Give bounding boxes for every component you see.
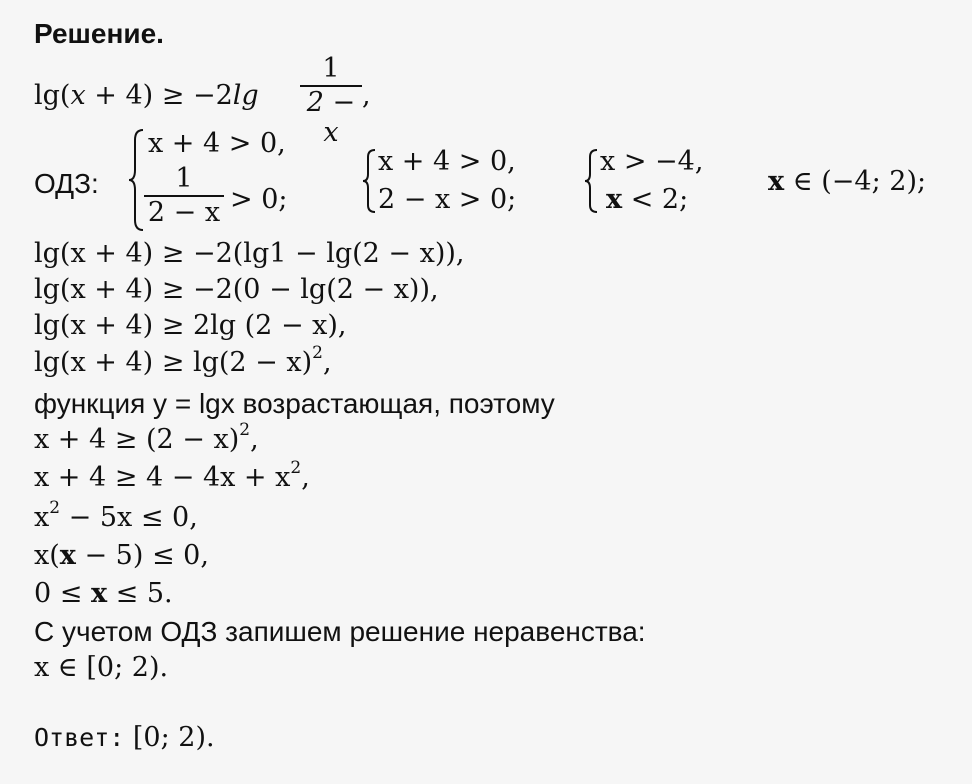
system1-line2-tail: > 0;: [230, 184, 288, 215]
fraction-one-over-2-minus-x: [300, 54, 362, 148]
line-original-inequality: [34, 80, 259, 112]
fraction-denominator: 2 − x: [306, 87, 356, 148]
fraction-numerator: 1: [322, 53, 340, 84]
system1-denominator: 2 − x: [147, 197, 221, 228]
text: 0 ≤: [34, 578, 91, 609]
var-x-bold: x: [59, 540, 76, 571]
line1-comma: ,: [362, 80, 371, 111]
line-step-4: [34, 343, 332, 379]
text: ,: [301, 462, 310, 493]
text: lg(x + 4) ≥ lg(2 − x): [34, 347, 313, 378]
text: x + 4 ≥ (2 − x): [34, 424, 240, 455]
line-conclusion-note: С учетом ОДЗ запишем решение неравенства:: [34, 616, 646, 647]
var-x: x: [600, 146, 616, 177]
line-step-8: [34, 540, 209, 572]
text: ≤ 5.: [107, 578, 173, 609]
text: x(: [34, 540, 60, 571]
answer-line: [34, 722, 215, 754]
system2-line2: 2 − x > 0;: [378, 184, 517, 215]
system2-line1: x + 4 > 0,: [378, 146, 516, 177]
text-mid: + 4) ≥ −2: [85, 80, 233, 111]
odz-label: ОДЗ:: [34, 168, 99, 199]
text: − 5x ≤ 0,: [60, 502, 198, 533]
text: ∈ (−4; 2);: [784, 166, 927, 197]
text: − 5) ≤ 0,: [75, 540, 209, 571]
line-solution: x ∈ [0; 2).: [34, 652, 169, 683]
solution-title: Решение.: [34, 18, 164, 49]
line-function-note: функция y = lgx возрастающая, поэтому: [34, 388, 555, 419]
line-step-9: [34, 578, 173, 610]
text: ,: [322, 347, 332, 378]
line-step-6: [34, 458, 310, 494]
var-x-bold: x: [606, 184, 623, 215]
var-x: x: [70, 80, 86, 111]
line-step-7: [34, 498, 198, 534]
line-step-3: lg(x + 4) ≥ 2lg (2 − x),: [34, 310, 347, 341]
system3-line1: [600, 146, 703, 178]
var-x-bold: x: [90, 578, 108, 609]
superscript: 2: [312, 343, 323, 363]
line-step-2: lg(x + 4) ≥ −2(0 − lg(2 − x)),: [34, 274, 439, 305]
text: x + 4 ≥ 4 − 4x + x: [34, 462, 291, 493]
answer-value: [0; 2).: [124, 722, 215, 753]
system1-line1: x + 4 > 0,: [148, 128, 286, 159]
line-step-1: lg(x + 4) ≥ −2(lg1 − lg(2 − x)),: [34, 238, 465, 269]
text-lg-italic: lg: [232, 80, 259, 111]
text: ,: [250, 424, 259, 455]
text: < 2;: [622, 184, 689, 215]
superscript: 2: [290, 458, 302, 478]
system3-line2: [606, 184, 688, 216]
superscript: 2: [49, 498, 61, 518]
line-step-5: [34, 420, 259, 456]
odz-result: [768, 166, 926, 198]
var-x: x: [34, 502, 50, 533]
superscript: 2: [239, 420, 251, 440]
system1-fraction: [144, 164, 224, 228]
answer-label: Ответ:: [34, 723, 125, 752]
system-brace-2: [362, 148, 378, 214]
system-brace-3: [584, 148, 600, 214]
system1-numerator: 1: [175, 163, 193, 194]
text-lg: lg(: [34, 80, 71, 111]
text: > −4,: [615, 146, 704, 177]
var-x-bold: x: [768, 166, 785, 197]
